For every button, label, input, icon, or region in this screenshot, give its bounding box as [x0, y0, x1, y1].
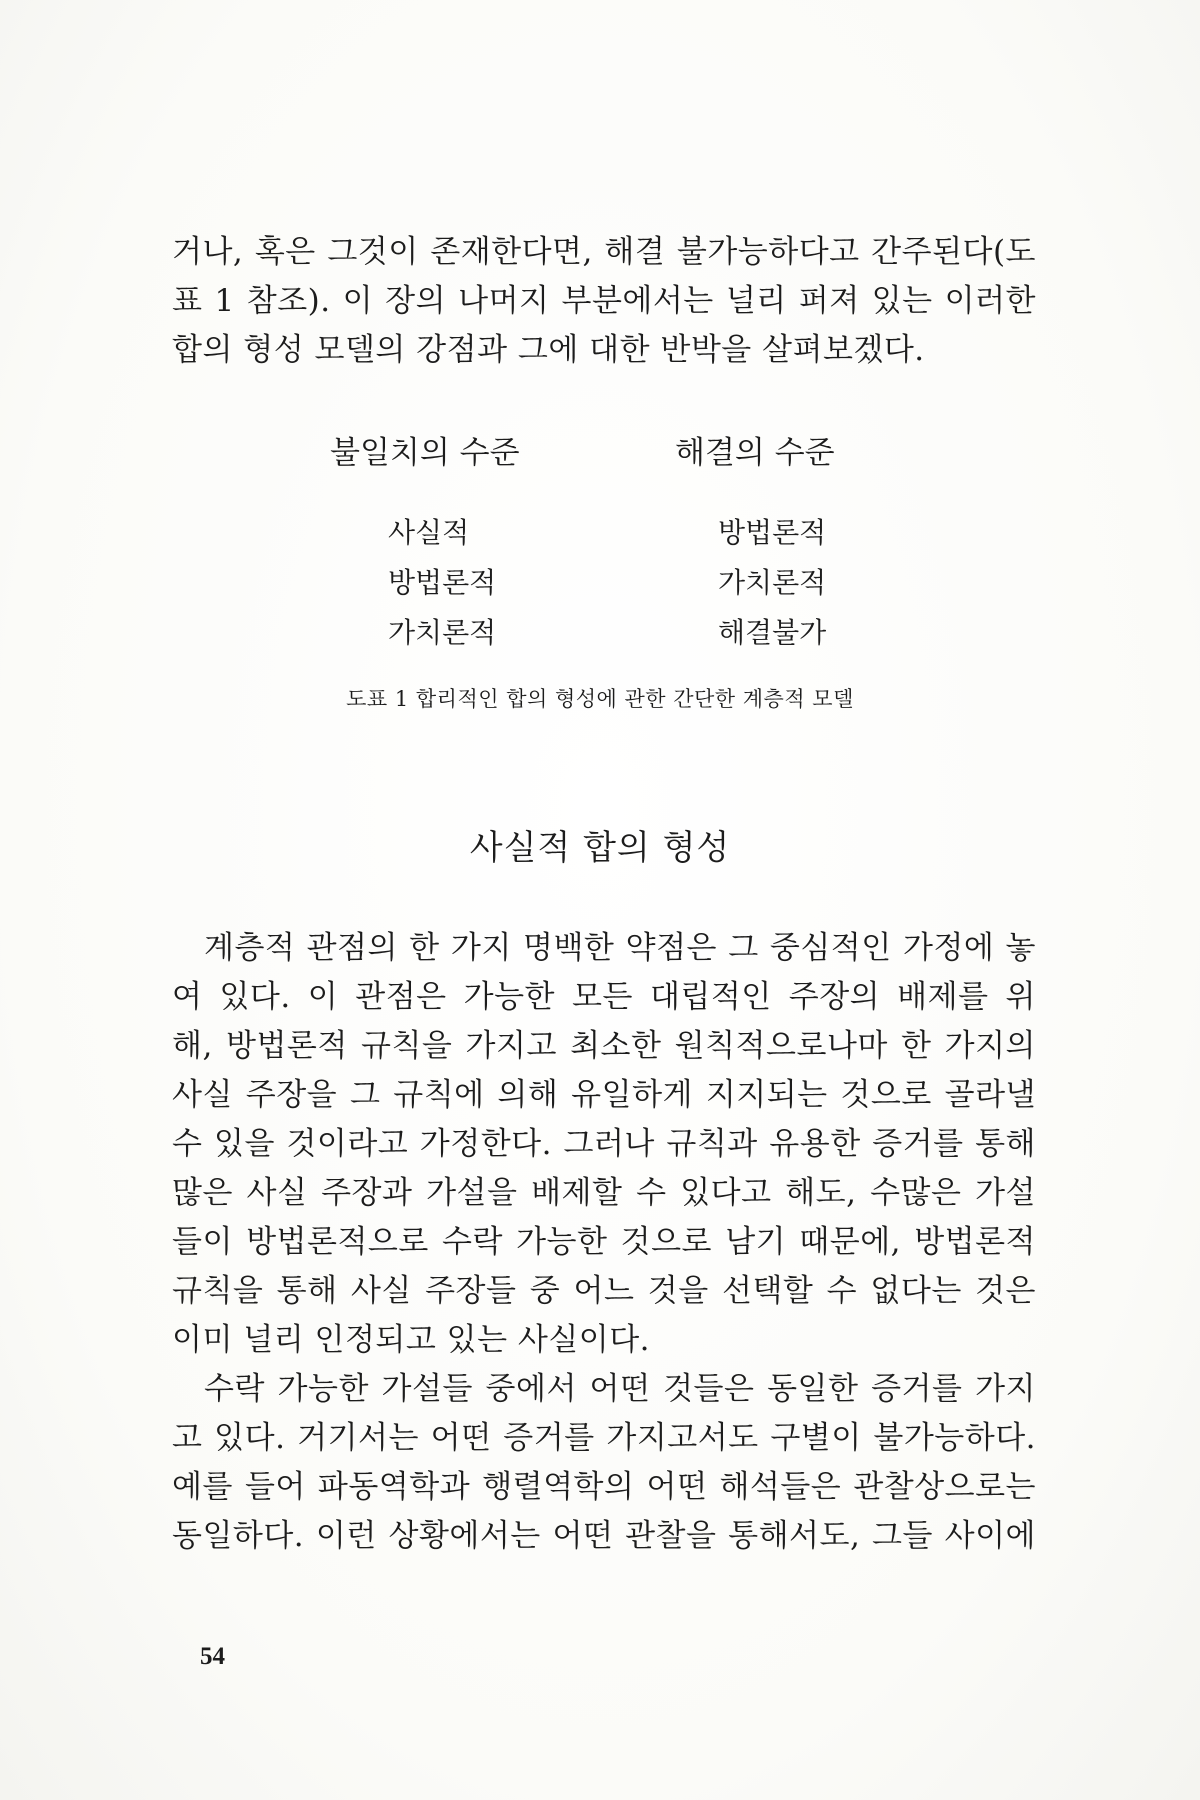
text-line: 여 있다. 이 관점은 가능한 모든 대립적인 주장의 배제를 위 [172, 979, 1036, 1015]
text-line: 해, 방법론적 규칙을 가지고 최소한 원칙적으로나마 한 가지의 [172, 1028, 1036, 1064]
text-line: 들이 방법론적으로 수락 가능한 것으로 남기 때문에, 방법론적 [172, 1224, 1036, 1260]
table-header [330, 428, 890, 478]
intro-paragraph [172, 228, 1036, 375]
page-number: 54 [200, 1643, 225, 1670]
table-row [330, 558, 890, 608]
text-line: 수 있을 것이라고 가정한다. 그러나 규칙과 유용한 증거를 통해 [172, 1126, 1036, 1162]
text-line: 수락 가능한 가설들 중에서 어떤 것들은 동일한 증거를 가지 [204, 1371, 1036, 1407]
text-line: 이미 널리 인정되고 있는 사실이다. [172, 1322, 651, 1358]
table-cell: 방법론적 [388, 566, 497, 599]
text-line: 사실 주장을 그 규칙에 의해 유일하게 지지되는 것으로 골라낼 [172, 1077, 1036, 1113]
table-row [330, 508, 890, 558]
text-line: 계층적 관점의 한 가지 명백한 약점은 그 중심적인 가정에 놓 [204, 930, 1036, 966]
figure-caption: 도표 1 합리적인 합의 형성에 관한 간단한 계층적 모델 [346, 687, 854, 711]
text-line: 예를 들어 파동역학과 행렬역학의 어떤 해석들은 관찰상으로는 [172, 1469, 1036, 1505]
text-line: 고 있다. 거기서는 어떤 증거를 가지고서도 구별이 불가능하다. [172, 1420, 1036, 1456]
text-line: 거나, 혹은 그것이 존재한다면, 해결 불가능하다고 간주된다(도 [172, 234, 1036, 270]
section-heading: 사실적 합의 형성 [469, 828, 731, 868]
table-cell: 가치론적 [388, 616, 497, 649]
text-line: 많은 사실 주장과 가설을 배제할 수 있다고 해도, 수많은 가설 [172, 1175, 1036, 1211]
text-line: 표 1 참조). 이 장의 나머지 부분에서는 널리 퍼져 있는 이러한 [172, 283, 1036, 319]
table-cell: 방법론적 [718, 516, 827, 549]
text-line: 규칙을 통해 사실 주장들 중 어느 것을 선택할 수 없다는 것은 [172, 1273, 1036, 1309]
body-paragraphs [172, 924, 1036, 1561]
text-line: 합의 형성 모델의 강점과 그에 대한 반박을 살펴보겠다. [172, 332, 925, 368]
figure-table [330, 428, 890, 658]
table-row [330, 608, 890, 658]
table-cell: 사실적 [388, 516, 470, 549]
table-cell: 해결불가 [718, 616, 827, 649]
table-cell: 가치론적 [718, 566, 827, 599]
text-line: 동일하다. 이런 상황에서는 어떤 관찰을 통해서도, 그들 사이에 [172, 1518, 1036, 1554]
header-resolution-level: 해결의 수준 [675, 435, 835, 471]
header-disagreement-level: 불일치의 수준 [330, 435, 520, 471]
